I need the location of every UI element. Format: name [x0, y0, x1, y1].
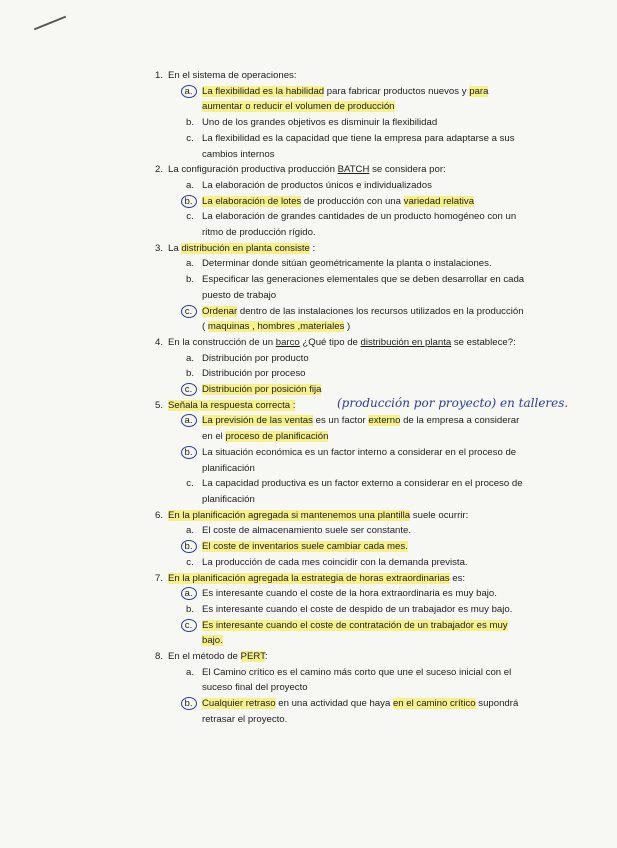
option-text [202, 351, 525, 367]
option-letter [182, 256, 198, 272]
answer-option [145, 413, 525, 444]
option-letter-text: a. [185, 525, 194, 537]
text-run: dentro de las instalaciones los recursos utilizados en la producción ( [202, 305, 524, 333]
text-run: En la planificación agregada si mantenemos una plantilla [168, 509, 411, 521]
text-run: Distribución por posición fija [202, 384, 322, 396]
option-letter [182, 351, 198, 367]
text-run: La elaboración de productos únicos e individualizados [202, 179, 432, 191]
option-letter-text: b. [181, 540, 197, 553]
option-letter-text: a. [185, 666, 194, 678]
option-letter-text: b. [185, 603, 194, 615]
text-run: La flexibilidad es la habilidad [202, 85, 325, 97]
answer-option [145, 696, 525, 727]
text-run: proceso de planificación [225, 431, 329, 443]
option-letter-text: b. [181, 446, 197, 459]
question-item [145, 508, 525, 524]
text-run: La [168, 242, 182, 254]
text-run: ¿Qué tipo de [299, 336, 361, 348]
question-text [168, 68, 525, 84]
option-text [202, 178, 525, 194]
text-run: Cualquier retraso [202, 698, 276, 710]
option-text [202, 539, 525, 555]
question-number: 8. [154, 651, 163, 663]
option-letter [182, 131, 198, 147]
question-text [168, 571, 525, 587]
option-letter-text: c. [186, 132, 194, 144]
option-text [202, 366, 525, 382]
circled-option-letter [182, 618, 198, 634]
answer-option [145, 539, 525, 555]
answer-option [145, 618, 525, 649]
answer-option [145, 304, 525, 335]
text-run: La previsión de las ventas [202, 415, 313, 427]
text-run: En el sistema de operaciones: [168, 70, 297, 81]
text-run: Especificar las generaciones elementales que se deben desarrollar en cada puesto de trabajo [202, 274, 525, 301]
text-run: de la empresa a considerar en el [202, 415, 520, 443]
text-run: El coste de almacenamiento suele ser constante. [202, 525, 412, 537]
option-letter-text: a. [181, 85, 197, 98]
text-run: Distribución por producto [202, 352, 309, 364]
circled-option-letter [182, 413, 198, 429]
question-text [168, 649, 525, 665]
text-run: La producción de cada mes coincidir con la demanda prevista. [202, 556, 468, 568]
text-run: Distribución por proceso [202, 368, 306, 380]
option-text [202, 194, 525, 210]
text-run: para fabricar productos nuevos y [324, 85, 470, 97]
text-run: La capacidad productiva es un factor externo a considerar en el proceso de planificación [202, 478, 523, 505]
text-run: BATCH [337, 164, 370, 176]
text-run: suele ocurrir: [410, 509, 469, 521]
answer-option [145, 351, 525, 367]
text-run: La flexibilidad es la capacidad que tiene la empresa para adaptarse a sus cambios internos [202, 132, 515, 160]
question-item [145, 335, 525, 351]
text-run: Determinar donde sitúan geométricamente la planta o instalaciones. [202, 258, 492, 270]
question-text [168, 241, 525, 257]
option-letter-text: b. [185, 274, 194, 286]
question-number: 2. [154, 164, 163, 176]
option-letter [182, 476, 198, 492]
answer-option [145, 84, 525, 115]
option-text [202, 445, 525, 476]
answer-option [145, 272, 525, 303]
text-run: Es interesante cuando el coste de contratación de un trabajador es muy bajo. [202, 619, 508, 647]
question-number: 4. [154, 336, 163, 348]
option-letter-text: a. [181, 414, 197, 427]
option-letter [182, 366, 198, 382]
option-text [202, 84, 525, 115]
text-run: La elaboración de grandes cantidades de un producto homogéneo con un ritmo de producción rígido. [202, 211, 517, 239]
option-text [202, 304, 525, 335]
option-text [202, 665, 525, 696]
text-run: En la planificación agregada la estrategia de horas extraordinarias [168, 572, 450, 584]
question-item [145, 241, 525, 257]
answer-option [145, 131, 525, 162]
question-item [145, 571, 525, 587]
text-run: distribución en planta [360, 336, 452, 348]
question-number: 1. [154, 70, 163, 81]
answer-option [145, 366, 525, 382]
option-text [202, 618, 525, 649]
text-run: barco [275, 336, 300, 348]
circled-option-letter [182, 304, 198, 320]
text-run: Es interesante cuando el coste de despido de un trabajador es muy bajo. [202, 603, 513, 615]
option-letter-text: a. [185, 352, 194, 364]
text-run: es: [449, 572, 466, 584]
text-run: supondrá retrasar el proyecto. [202, 698, 519, 725]
answer-option [145, 445, 525, 476]
option-letter [182, 523, 198, 539]
option-letter-text: b. [181, 195, 197, 208]
text-run: : [264, 651, 268, 663]
answer-option [145, 194, 525, 210]
option-letter-text: c. [181, 383, 197, 396]
text-run: Uno de los grandes objetivos es disminuir la flexibilidad [202, 117, 438, 129]
circled-option-letter [182, 382, 198, 398]
option-text [202, 555, 525, 571]
option-letter-text: a. [181, 587, 197, 600]
question-number: 5. [154, 399, 163, 411]
text-run: ) [344, 321, 351, 333]
option-letter-text: c. [181, 619, 197, 632]
question-text [168, 335, 525, 351]
answer-option [145, 555, 525, 571]
text-run: PERT [240, 651, 265, 663]
answer-option [145, 209, 525, 240]
text-run: El coste de inventarios suele cambiar cada mes. [202, 541, 408, 553]
option-letter-text: b. [185, 117, 194, 129]
answer-option [145, 586, 525, 602]
text-run: externo [368, 415, 401, 427]
option-letter-text: c. [186, 478, 194, 490]
question-text [168, 508, 525, 524]
question-item [145, 68, 525, 84]
answer-option [145, 602, 525, 618]
text-run: Ordenar [202, 305, 238, 317]
text-run: maquinas , hombres ,materiales [207, 321, 345, 333]
text-run: se considera por: [369, 164, 446, 176]
handwritten-note: (producción por proyecto) en talleres. [337, 396, 569, 410]
text-run: para aumentar o reducir el volumen de producción [202, 85, 489, 113]
option-text [202, 523, 525, 539]
option-text [202, 256, 525, 272]
answer-option [145, 523, 525, 539]
option-letter [182, 209, 198, 225]
option-letter-text: c. [181, 305, 197, 318]
circled-option-letter [182, 696, 198, 712]
question-text [168, 162, 525, 178]
answer-option [145, 178, 525, 194]
option-text [202, 413, 525, 444]
question-number: 3. [154, 242, 163, 254]
option-text [202, 131, 525, 162]
text-run: La configuración productiva producción [168, 164, 338, 176]
option-text [202, 586, 525, 602]
option-text [202, 476, 525, 507]
text-run: La elaboración de lotes [202, 195, 302, 207]
circled-option-letter [182, 445, 198, 461]
option-letter [182, 272, 198, 288]
text-run: Señala la respuesta correcta : [168, 399, 296, 411]
text-run: En la construcción de un [168, 336, 276, 348]
option-letter [182, 602, 198, 618]
option-letter [182, 555, 198, 571]
text-run: se establece?: [451, 336, 516, 348]
option-letter-text: c. [186, 211, 194, 223]
option-letter [182, 115, 198, 131]
text-run: en el camino crítico [392, 698, 476, 710]
option-letter-text: b. [185, 368, 194, 380]
text-run: de producción con una [301, 195, 404, 207]
option-text [202, 602, 525, 618]
option-letter-text: b. [181, 697, 197, 710]
text-run: En el método de [168, 651, 241, 663]
pen-mark [34, 16, 66, 31]
text-run: en una actividad que haya [275, 698, 393, 710]
option-letter [182, 178, 198, 194]
option-letter [182, 665, 198, 681]
option-letter-text: c. [186, 556, 194, 568]
text-run: : [309, 242, 316, 254]
question-number: 6. [154, 509, 163, 521]
answer-option [145, 256, 525, 272]
question-item [145, 649, 525, 665]
answer-option [145, 476, 525, 507]
circled-option-letter [182, 84, 198, 100]
text-run: Es interesante cuando el coste de la hora extraordinaria es muy bajo. [202, 588, 497, 600]
circled-option-letter [182, 586, 198, 602]
option-text [202, 272, 525, 303]
circled-option-letter [182, 194, 198, 210]
question-item [145, 162, 525, 178]
answer-option [145, 665, 525, 696]
option-text [202, 115, 525, 131]
question-number: 7. [154, 572, 163, 584]
option-text [202, 209, 525, 240]
text-run: distribución en planta consiste [181, 242, 310, 254]
text-run: variedad relativa [403, 195, 475, 207]
text-run: es un factor [312, 415, 369, 427]
circled-option-letter [182, 539, 198, 555]
text-run: El Camino crítico es el camino más corto que une el suceso inicial con el suceso final del proyecto [202, 666, 512, 694]
answer-option [145, 115, 525, 131]
text-run: La situación económica es un factor interno a considerar en el proceso de planificación [202, 446, 517, 474]
option-letter-text: a. [185, 258, 194, 270]
option-letter-text: a. [185, 179, 194, 191]
option-text [202, 696, 525, 727]
